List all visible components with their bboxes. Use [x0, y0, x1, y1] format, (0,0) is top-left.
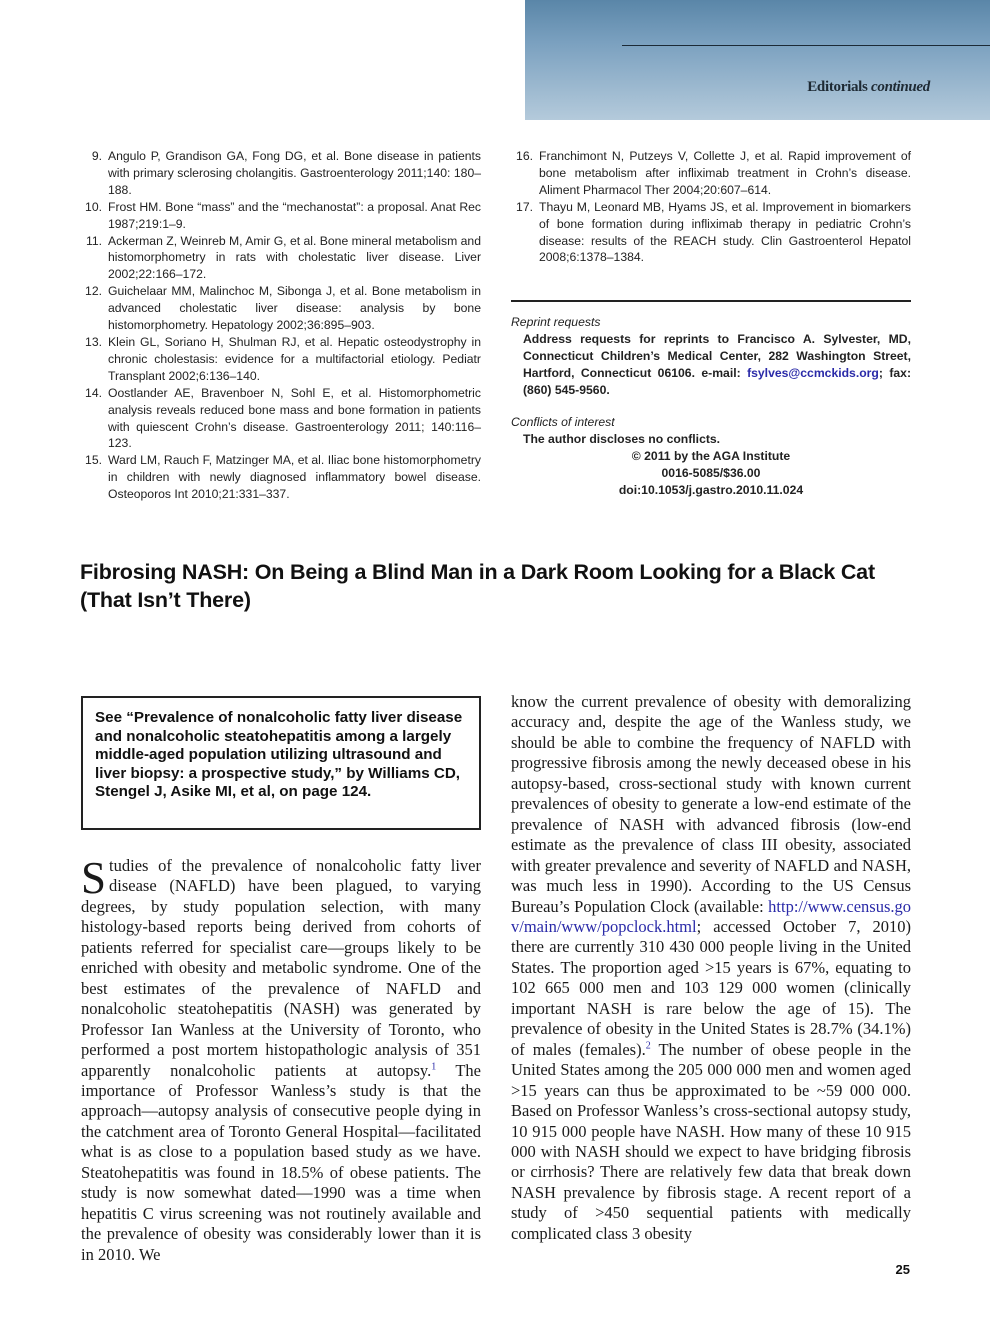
running-header-main: Editorials: [807, 79, 868, 95]
running-header: [807, 79, 930, 96]
reference-item: [511, 148, 911, 199]
citation-link[interactable]: 1: [431, 1061, 437, 1073]
conflicts-heading: Conflicts of interest: [511, 415, 615, 429]
reference-item: [80, 199, 481, 233]
reference-list-left: [80, 148, 481, 503]
reference-item: [511, 199, 911, 267]
reference-number: 12.: [85, 284, 102, 299]
reference-item: [80, 148, 481, 199]
body-paragraph: The number of obese people in the United States among the 205 000 000 men and women aged >15 years can thus be approximated to be ~59 000 000. Based on Professor Wanless’s cross-sectional autopsy study, 10 915 000 people have NASH. How many of these 10 915 000 with NASH should we expect to have bridging fibrosis or cirrhosis? There are relatively few data that break down NASH prevalence by fibrosis stage. A recent report of a study of >450 sequential patients with medically complicated class 3 obesity: [511, 1039, 911, 1243]
reprint-body: [511, 331, 911, 399]
reference-item: [80, 283, 481, 334]
section-divider: [511, 300, 911, 302]
body-paragraph: know the current prevalence of obesity with demoralizing accuracy and, despite the age of the Wanless study, we should be able to combine the frequency of NAFLD with progressive fibrosis among the newly deceased obese in his autopsy-based, cross-sectional study with known current prevalences of obesity to generate a low-end estimate of the prevalence of NASH with advanced fibrosis (low-end estimate as the prevalence of class III obesity, associated with greater prevalence and severity of NAFLD and NASH, was much less in 1990). According to the US Census Bureau’s Population Clock (available:: [511, 692, 911, 916]
body-column-left: [81, 853, 482, 1265]
header-band: [525, 0, 990, 120]
drop-cap: S: [81, 853, 107, 903]
body-paragraph: ; accessed October 7, 2010) there are currently 310 430 000 people living in the United States. The proportion aged >15 years is 67%, equating to 102 665 000 men and 103 129 000 women (clinically important NASH is rare below the age of 15). The prevalence of obesity in the United States is 28.7% (34.1%) of males (females).: [511, 916, 911, 1059]
reference-number: 9.: [91, 149, 102, 163]
reference-item: [80, 452, 481, 503]
reference-text: Thayu M, Leonard MB, Hyams JS, et al. Improvement in biomarkers of bone formation during infliximab therapy in pediatric Crohn’s disease: results of the REACH study. Clin Gastroenterol Hepatol 2008;6:1378–1384.: [539, 199, 911, 265]
copyright-line: © 2011 by the AGA Institute: [631, 448, 791, 463]
reprint-email-link[interactable]: fsylves@ccmckids.org: [747, 365, 879, 380]
reference-item: [80, 385, 481, 453]
reference-text: Frost HM. Bone “mass” and the “mechanostat”: a proposal. Anat Rec 1987;219:1–9.: [108, 199, 481, 231]
census-url-link[interactable]: http://www.census.gov/main/www/popclock.html: [511, 896, 911, 936]
conflicts-text: The author discloses no conflicts.: [523, 431, 721, 446]
reprint-section: [511, 314, 911, 399]
conflicts-section: [511, 414, 911, 499]
reference-text: Franchimont N, Putzeys V, Collette J, et al. Rapid improvement of bone metabolism after infliximab treatment in Crohn’s disease. Aliment Pharmacol Ther 2004;20:607–614.: [539, 149, 911, 197]
doi-line: doi:10.1053/j.gastro.2010.11.024: [618, 482, 804, 497]
page-number: 25: [895, 1262, 910, 1277]
see-also-box: See “Prevalence of nonalcoholic fatty liver disease and nonalcoholic steatohepatitis among a largely middle-aged population utilizing ultrasound and liver biopsy: a prospective study,” by Williams CD, Stengel J, Asike MI, et al, on page 124.: [81, 696, 481, 830]
reference-text: Klein GL, Soriano H, Shulman RJ, et al. Hepatic osteodystrophy in chronic cholestasis: evidence for a multifactorial etiology. Pediatr Transplant 2002;6:136–140.: [108, 334, 481, 383]
reference-text: Oostlander AE, Bravenboer N, Sohl E, et al. Histomorphometric analysis reveals reduced bone mass and bone formation in patients with quiescent Crohn’s disease. Gastroenterology 2011; 140:116–123.: [108, 385, 481, 451]
reference-list-right: [511, 148, 911, 266]
body-paragraph: tudies of the prevalence of nonalcoholic fatty liver disease (NAFLD) have been plagued, to varying degrees, by study population selection, with many histology-based reports being derived from cohorts of patients referred for specialist care—groups likely to be enriched with obesity and metabolic syndrome. One of the best estimates of the prevalence of NAFLD and nonalcoholic steatohepatitis (NASH) was generated by Professor Ian Wanless at the University of Toronto, who performed a post mortem histopathologic analysis of 351 apparently nonalcoholic patients at autopsy.: [81, 856, 481, 1080]
header-rule: [622, 45, 990, 46]
reference-number: 16.: [516, 149, 533, 163]
reference-text: Ackerman Z, Weinreb M, Amir G, et al. Bone mineral metabolism and histomorphometry in rats with cholestatic liver disease. Liver 2002;22:166–172.: [108, 233, 481, 282]
reference-text: Ward LM, Rauch F, Matzinger MA, et al. Iliac bone histomorphometry in children with newly diagnosed inflammatory bowel disease. Osteoporos Int 2010;21:331–337.: [108, 453, 481, 502]
reference-number: 10.: [85, 199, 102, 214]
reprint-address: Address requests for reprints to Francisco A. Sylvester, MD, Connecticut Children’s Medical Center, 282 Washington Street, Hartford, Connecticut 06106. e-mail:: [523, 331, 911, 380]
reprint-heading: Reprint requests: [511, 315, 601, 329]
reference-text: Angulo P, Grandison GA, Fong DG, et al. Bone disease in patients with primary sclerosing cholangitis. Gastroenterology 2011;140: 180–188.: [108, 149, 481, 197]
reference-item: [80, 334, 481, 385]
body-paragraph: The importance of Professor Wanless’s study is that the approach—autopsy analysis of consecutive people dying in the catchment area of Toronto General Hospital—facilitated what is as close to a population based study as we have. Steatohepatitis was found in 18.5% of obese patients. The study is now somewhat dated—1990 was a time when hepatitis C virus screening was not routinely available and the prevalence of obesity was considerably lower than it is in 2010. We: [81, 1060, 482, 1264]
issn-line: 0016-5085/$36.00: [661, 465, 761, 480]
running-header-italic: continued: [871, 79, 930, 95]
reference-number: 14.: [85, 385, 102, 400]
reprint-fax: ; fax: (860) 545-9560.: [523, 365, 911, 397]
reference-text: Guichelaar MM, Malinchoc M, Sibonga J, et al. Bone metabolism in advanced cholestatic liver disease: analysis by bone histomorphometry. Hepatology 2002;36:895–903.: [108, 284, 481, 333]
reference-number: 15.: [85, 453, 102, 468]
reference-number: 13.: [85, 334, 102, 349]
reference-number: 11.: [85, 233, 102, 248]
reference-item: [80, 233, 481, 284]
body-column-right: [511, 692, 911, 1244]
reference-number: 17.: [516, 199, 533, 214]
article-title: Fibrosing NASH: On Being a Blind Man in a Dark Room Looking for a Black Cat (That Isn’t There): [80, 560, 875, 612]
citation-link[interactable]: 2: [645, 1040, 651, 1052]
